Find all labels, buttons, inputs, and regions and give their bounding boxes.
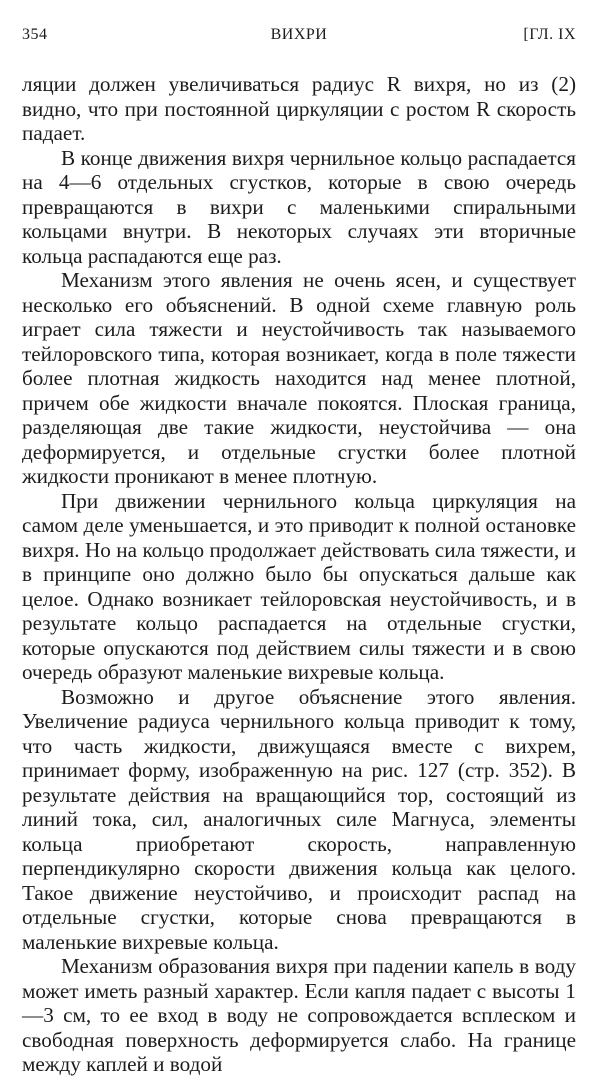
body-text bbox=[22, 72, 576, 1077]
running-title: ВИХРИ bbox=[270, 26, 328, 43]
paragraph-3: Механизм этого явления не очень ясен, и существует несколько его объяснений. В одной схеме главную роль играет сила тяжести и неустойчивость так называемого тейлоровского типа, которая возникает, когда в поле тяжести более плотная жидкость находится над менее плотной, причем обе жидкости вначале покоятся. Плоская граница, разделяющая две такие жидкости, неустойчива — она деформируется, и отдельные сгустки более плотной жидкости проникают в менее плотную. bbox=[22, 268, 576, 488]
paragraph-4: При движении чернильного кольца циркуляция на самом деле уменьшается, и это приводит к полной остановке вихря. Но на кольцо продолжает действовать сила тяжести, и в принципе оно должно было бы опускаться дальше как целое. Однако возникает тейлоровская неустойчивость, и в результате кольцо распадается на отдельные сгустки, которые опускаются под действием силы тяжести и в свою очередь образуют маленькие вихревые кольца. bbox=[22, 488, 576, 684]
paragraph-5: Возможно и другое объяснение этого явления. Увеличение радиуса чернильного кольца приводит к тому, что часть жидкости, движущаяся вместе с вихрем, принимает форму, изображенную на рис. 127 (стр. 352). В результате действия на вращающийся тор, состоящий из линий тока, сил, аналогичных силе Магнуса, элементы кольца приобретают скорость, направленную перпендикулярно скорости движения кольца как целого. Такое движение неустойчиво, и происходит распад на отдельные сгустки, которые снова превращаются в маленькие вихревые кольца. bbox=[22, 684, 576, 954]
paragraph-1: ляции должен увеличиваться радиус R вихря, но из (2) видно, что при постоянной циркуляции с ростом R скорость падает. bbox=[22, 72, 576, 145]
paragraph-2: В конце движения вихря чернильное кольцо распадается на 4—6 отдельных сгустков, которые в свою очередь превращаются в вихри с маленькими спиральными кольцами внутри. В некоторых случаях эти вторичные кольца распадаются еще раз. bbox=[22, 145, 576, 268]
page-header bbox=[22, 26, 576, 52]
book-page bbox=[22, 26, 576, 1077]
paragraph-6: Механизм образования вихря при падении капель в воду может иметь разный характер. Если капля падает с высоты 1—3 см, то ее вход в воду не сопровождается всплеском и свободная поверхность деформируется слабо. На границе между каплей и водой bbox=[22, 954, 576, 1076]
chapter-marker: [ГЛ. IX bbox=[523, 26, 576, 43]
page-number: 354 bbox=[22, 26, 48, 43]
